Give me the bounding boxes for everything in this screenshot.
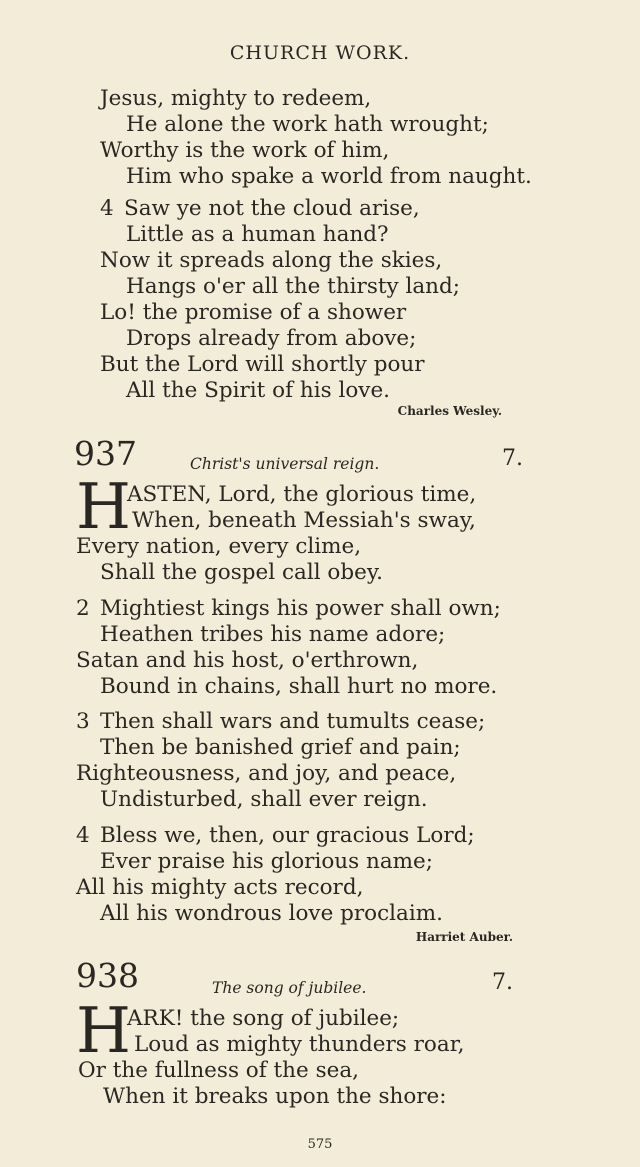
verse-line: All his mighty acts record,: [76, 875, 364, 900]
verse-line: When it breaks upon the shore:: [103, 1084, 447, 1109]
hymn-number: 938: [76, 956, 139, 995]
drop-cap: H: [76, 994, 131, 1067]
verse-line: ARK! the song of jubilee;: [127, 1006, 400, 1031]
verse-line: Jesus, mighty to redeem,: [100, 86, 372, 111]
verse-line: 4 Saw ye not the cloud arise,: [100, 196, 420, 221]
hymn-title: Christ's universal reign.: [190, 455, 380, 473]
verse-line: Undisturbed, shall ever reign.: [100, 787, 428, 812]
verse-line: All his wondrous love proclaim.: [100, 901, 443, 926]
verse-line: 3 Then shall wars and tumults cease;: [76, 709, 486, 734]
drop-cap: H: [76, 470, 131, 543]
verse-line: Shall the gospel call obey.: [100, 560, 383, 585]
stanza-number: 4: [76, 823, 90, 848]
verse-line: ASTEN, Lord, the glorious time,: [127, 482, 477, 507]
stanza-number: 3: [76, 709, 90, 734]
verse-line: Lo! the promise of a shower: [100, 300, 407, 325]
verse-line: Hangs o'er all the thirsty land;: [126, 274, 461, 299]
verse-line: But the Lord will shortly pour: [100, 352, 425, 377]
hymn-title: The song of jubilee.: [212, 979, 367, 997]
verse-line: Loud as mighty thunders roar,: [134, 1032, 465, 1057]
hymn-number: 937: [74, 434, 137, 473]
verse-line: Drops already from above;: [126, 326, 417, 351]
verse-line: All the Spirit of his love.: [126, 378, 391, 403]
hymn-meter: 7.: [502, 446, 523, 471]
author-attribution: Harriet Auber.: [415, 930, 513, 944]
hymn-meter: 7.: [492, 970, 513, 995]
verse-line: Satan and his host, o'erthrown,: [76, 648, 419, 673]
verse-line: Every nation, every clime,: [76, 534, 362, 559]
stanza-number: 2: [76, 596, 90, 621]
verse-line: Worthy is the work of him,: [100, 138, 390, 163]
verse-line: He alone the work hath wrought;: [126, 112, 489, 137]
verse-line: Him who spake a world from naught.: [126, 164, 532, 189]
verse-line: Or the fullness of the sea,: [78, 1058, 360, 1083]
author-attribution: Charles Wesley.: [397, 404, 502, 418]
page-number: 575: [307, 1137, 333, 1152]
stanza-number: 4: [100, 196, 114, 221]
verse-line: Righteousness, and joy, and peace,: [76, 761, 457, 786]
verse-line: 2 Mightiest kings his power shall own;: [76, 596, 501, 621]
verse-line: When, beneath Messiah's sway,: [132, 508, 476, 533]
verse-line: Bound in chains, shall hurt no more.: [100, 674, 498, 699]
verse-line: Now it spreads along the skies,: [100, 248, 443, 273]
running-header: CHURCH WORK.: [229, 42, 411, 64]
verse-line: Heathen tribes his name adore;: [100, 622, 446, 647]
verse-line: Little as a human hand?: [126, 222, 389, 247]
verse-line: 4 Bless we, then, our gracious Lord;: [76, 823, 475, 848]
verse-line: Ever praise his glorious name;: [100, 849, 434, 874]
verse-line: Then be banished grief and pain;: [100, 735, 461, 760]
